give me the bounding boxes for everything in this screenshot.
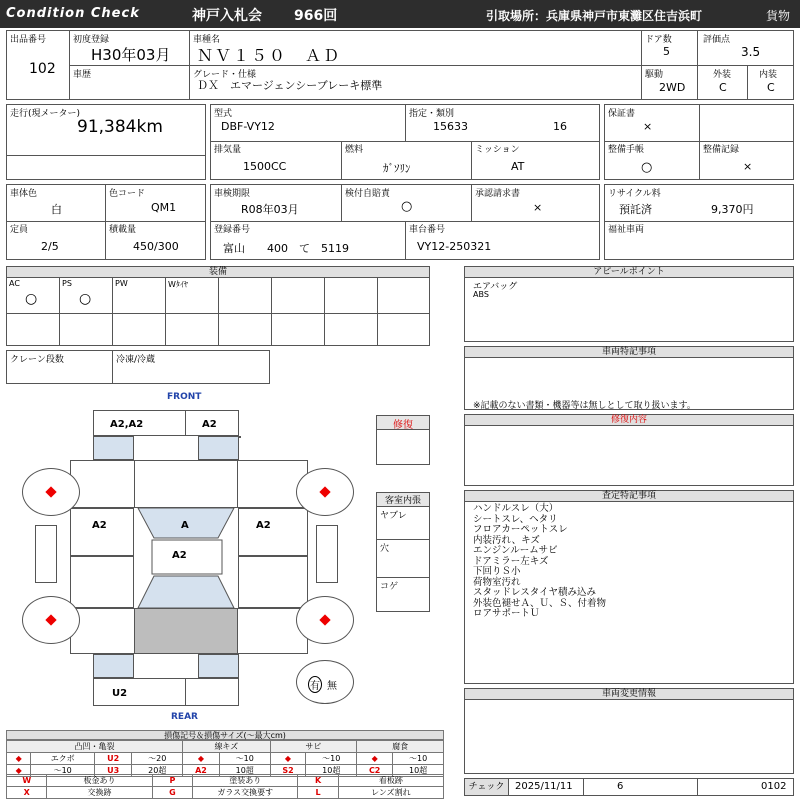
legend-p: P — [152, 775, 192, 787]
inspection-notes-panel — [464, 490, 794, 684]
appeal-title: アピールポイント — [465, 267, 793, 278]
doors: 5 — [663, 45, 670, 58]
legend-l-desc: レンズ割れ — [338, 787, 443, 799]
color-code-label: 色コード — [109, 189, 146, 199]
vehicle-notes-panel — [464, 346, 794, 410]
manual: ○ — [641, 160, 653, 175]
legend-size: 10超 — [219, 765, 270, 777]
first-reg-label: 初度登録 — [73, 35, 110, 45]
class-number: 16 — [553, 120, 567, 133]
damage-legend-table — [6, 740, 444, 777]
auction-name: 神戸入札会 — [192, 8, 262, 24]
interior-burn: コゲ — [380, 582, 399, 592]
repair-mini-title: 修復 — [377, 416, 429, 430]
approval-label: 承認請求書 — [475, 189, 521, 199]
zone-front-right: A2 — [202, 419, 217, 430]
change-info-panel — [464, 688, 794, 774]
plate-label: 登録番号 — [214, 225, 251, 235]
score: 3.5 — [741, 45, 761, 59]
drive: 2WD — [659, 81, 686, 94]
legend-k: K — [298, 775, 338, 787]
change-info-title: 車両変更情報 — [465, 689, 793, 700]
repair-legend-table — [6, 774, 444, 799]
color-box — [6, 184, 206, 260]
spacer — [239, 436, 241, 438]
car-name: ＮＶ１５０ ＡＤ — [197, 46, 342, 65]
equip-wtire-label: Wﾀｲﾔ — [168, 280, 188, 289]
appeal-panel — [464, 266, 794, 342]
warranty: × — [643, 120, 653, 133]
record-label: 整備記録 — [703, 145, 740, 155]
legend-dot-icon: ◆ — [7, 765, 31, 777]
insurance: ○ — [401, 199, 413, 214]
exterior-grade: C — [719, 81, 727, 94]
displacement: 1500CC — [243, 160, 287, 173]
mileage-box — [6, 104, 206, 180]
check-number: 6 — [617, 781, 624, 792]
legend-c2: C2 — [357, 765, 393, 777]
load-label: 積載量 — [109, 225, 137, 235]
approval: × — [533, 201, 543, 214]
manual-label: 整備手帳 — [608, 145, 645, 155]
car-name-label: 車種名 — [193, 35, 221, 45]
pickup-location: 引取場所：兵庫県神戸市東灘区住吉浜町 — [486, 9, 703, 23]
equip-ac-label: AC — [9, 279, 20, 288]
note-line: シートスレ、ヘタリ — [473, 513, 558, 525]
legend-w-desc: 板金あり — [47, 775, 152, 787]
legend-u3: U3 — [94, 765, 131, 777]
legend-g-desc: ガラス交換要す — [193, 787, 298, 799]
interior-label: 内装 — [759, 70, 778, 80]
recycle-fee: 9,370円 — [711, 203, 754, 216]
rear-label: REAR — [171, 712, 198, 722]
equipment-table — [6, 266, 430, 346]
legend-size: 〜10 — [219, 753, 270, 765]
note-line: 下回りＳ小 — [473, 566, 521, 577]
right-mirror — [316, 525, 338, 583]
rear-left-door-zone — [70, 556, 134, 608]
model-label: 型式 — [214, 109, 233, 119]
note-line: 外装色褪せＡ、Ｕ、Ｓ、付着物 — [473, 597, 607, 609]
interior-title: 客室内張 — [377, 493, 429, 507]
legend-group-rust: サビ — [270, 741, 357, 753]
legend-title: 損傷記号＆損傷サイズ(〜最大cm) — [6, 730, 444, 740]
check-date: 2025/11/11 — [515, 781, 573, 792]
rear-right-corner — [198, 654, 239, 678]
legend-size: 〜10 — [31, 765, 95, 777]
interior-hole: 穴 — [380, 544, 390, 554]
vehicle-notes-title: 車両特記事項 — [465, 347, 793, 358]
interior-box — [376, 492, 430, 612]
appeal-airbag: エアバッグ — [473, 282, 518, 292]
notes-disclaimer: ※記載のない書類・機器等は無しとして取り扱います。 — [473, 401, 696, 411]
legend-size: 10超 — [393, 765, 444, 777]
equipment-title: 装備 — [7, 267, 429, 278]
lot-number-label: 出品番号 — [10, 35, 47, 45]
warranty-label: 保証書 — [608, 109, 636, 119]
note-line: スタッドレスタイヤ積み込み — [473, 587, 597, 598]
note-line: エンジンルームサビ — [473, 545, 558, 556]
spec-number: 15633 — [433, 120, 468, 133]
fuel: ｶﾞｿﾘﾝ — [383, 162, 411, 175]
auction-lot: 966回 — [294, 8, 338, 24]
legend-s2: S2 — [270, 765, 306, 777]
record: × — [743, 160, 753, 173]
right-door-zone — [238, 508, 308, 556]
recycle-status: 預託済 — [619, 203, 652, 216]
hood-zone — [134, 460, 238, 508]
chassis-number: VY12-250321 — [417, 240, 492, 253]
zone-roof: A2 — [172, 550, 187, 561]
appeal-abs: ABS — [473, 290, 489, 299]
vehicle-category: 貨物 — [766, 9, 791, 23]
spare-none: 無 — [327, 681, 337, 692]
spare-yes: 有 — [308, 676, 322, 693]
note-line: 内装汚れ、キズ — [473, 534, 540, 546]
note-line: ハンドルスレ（大） — [473, 503, 559, 514]
color-label: 車体色 — [10, 189, 38, 199]
note-line: フロアカーペットスレ — [473, 524, 568, 535]
front-label: FRONT — [167, 392, 202, 402]
sheet-title: Condition Check — [6, 6, 140, 21]
interior-tear: ヤブレ — [380, 511, 407, 521]
wheel-rear-right — [296, 596, 354, 644]
front-left-corner — [93, 436, 134, 460]
repair-content-panel — [464, 414, 794, 486]
rear-left-corner — [93, 654, 134, 678]
doors-label: ドア数 — [645, 35, 672, 45]
capacity: 2/5 — [41, 240, 59, 253]
mileage: 91,384km — [77, 117, 163, 137]
legend-group-scratch: 線キズ — [183, 741, 271, 753]
legend-group-corrosion: 腐食 — [357, 741, 444, 753]
legend-size: 〜10 — [393, 753, 444, 765]
row-basic-info — [6, 30, 794, 100]
crane-freezer-box — [6, 350, 270, 384]
inspection-notes-list — [473, 504, 606, 620]
body-color: 白 — [51, 203, 62, 216]
zone-front-left: A2,A2 — [110, 419, 144, 430]
docs-box — [604, 104, 794, 180]
legend-k-desc: 看板跡 — [338, 775, 443, 787]
equip-ac-mark: ○ — [25, 291, 38, 307]
zone-side-right: A2 — [256, 520, 271, 531]
legend-g: G — [152, 787, 192, 799]
legend-dent-a: エクボ — [31, 753, 95, 765]
left-mirror — [35, 525, 57, 583]
inspection-label: 車検期限 — [214, 189, 251, 199]
legend-u2: U2 — [94, 753, 131, 765]
wheel-front-right — [296, 468, 354, 516]
zone-rear-left: U2 — [112, 688, 128, 699]
insurance-label: 検付自賠責 — [345, 189, 391, 199]
legend-p-desc: 塗装あり — [193, 775, 298, 787]
legend-group-dent: 凸凹・亀裂 — [7, 741, 183, 753]
mileage-label: 走行(現メーター) — [10, 109, 81, 119]
legend-x: X — [7, 787, 47, 799]
equip-ps-mark: ○ — [79, 291, 92, 307]
check-label: チェック — [465, 779, 509, 795]
legend-size: 10超 — [306, 765, 357, 777]
note-line: ロアサポートＵ — [473, 608, 540, 619]
legend-dot-icon: ◆ — [270, 753, 306, 765]
zone-hood-center: A — [181, 520, 189, 531]
lot-number: 102 — [29, 61, 56, 77]
legend-w: W — [7, 775, 47, 787]
inspection-notes-title: 査定特記事項 — [465, 491, 793, 502]
recycle-box — [604, 184, 794, 260]
spare-tire — [296, 660, 354, 704]
note-line: 荷物室汚れ — [473, 576, 521, 588]
first-registration: H30年03月 — [91, 46, 171, 64]
header-bar — [0, 0, 800, 28]
note-line: ドアミラー左キズ — [473, 555, 549, 567]
legend-size: 20超 — [132, 765, 183, 777]
repair-content-title: 修復内容 — [465, 415, 793, 426]
exterior-label: 外装 — [713, 70, 732, 80]
recycle-label: リサイクル料 — [608, 189, 661, 199]
equip-pw-label: PW — [115, 279, 128, 288]
legend-a2: A2 — [183, 765, 220, 777]
model: DBF-VY12 — [221, 120, 275, 133]
legend-dot-icon: ◆ — [357, 753, 393, 765]
grade: ＤＸ エマージェンシーブレーキ標準 — [197, 79, 383, 92]
history-label: 車歴 — [73, 70, 92, 80]
score-label: 評価点 — [703, 35, 731, 45]
wheel-rear-left — [22, 596, 80, 644]
legend-dot-icon: ◆ — [183, 753, 220, 765]
crane-label: クレーン段数 — [10, 355, 64, 365]
luggage-zone — [134, 608, 238, 654]
zone-side-left: A2 — [92, 520, 107, 531]
chassis-label: 車台番号 — [409, 225, 446, 235]
legend-size: 〜10 — [306, 753, 357, 765]
repair-mini-box — [376, 415, 430, 465]
legend-x-desc: 交換跡 — [47, 787, 152, 799]
grade-label: グレード・仕様 — [193, 70, 257, 80]
drive-label: 駆動 — [645, 70, 664, 80]
spec-box — [210, 104, 600, 180]
wheel-front-left — [22, 468, 80, 516]
welfare-label: 福祉車両 — [608, 225, 645, 235]
displacement-label: 排気量 — [214, 145, 242, 155]
rear-bumper-right — [185, 678, 239, 706]
registration-box — [210, 184, 600, 260]
freezer-label: 冷凍/冷蔵 — [116, 355, 156, 365]
mission: AT — [511, 160, 525, 173]
check-footer — [464, 778, 794, 796]
fuel-label: 燃料 — [345, 145, 364, 155]
spec-label: 指定・類別 — [409, 109, 455, 119]
front-right-corner — [198, 436, 239, 460]
left-door-zone — [70, 508, 134, 556]
inspection-expiry: R08年03月 — [241, 203, 299, 216]
plate-number: 富山 400 て 5119 — [223, 242, 349, 255]
rear-right-door-zone — [238, 556, 308, 608]
legend-l: L — [298, 787, 338, 799]
mission-label: ミッション — [475, 145, 520, 155]
interior-grade: C — [767, 81, 775, 94]
equip-ps-label: PS — [62, 279, 72, 288]
color-code: QM1 — [151, 201, 177, 214]
legend-size: 〜20 — [132, 753, 183, 765]
legend-dot-icon: ◆ — [7, 753, 31, 765]
capacity-label: 定員 — [10, 225, 29, 235]
load-capacity: 450/300 — [133, 240, 179, 253]
check-code: 0102 — [761, 781, 787, 792]
